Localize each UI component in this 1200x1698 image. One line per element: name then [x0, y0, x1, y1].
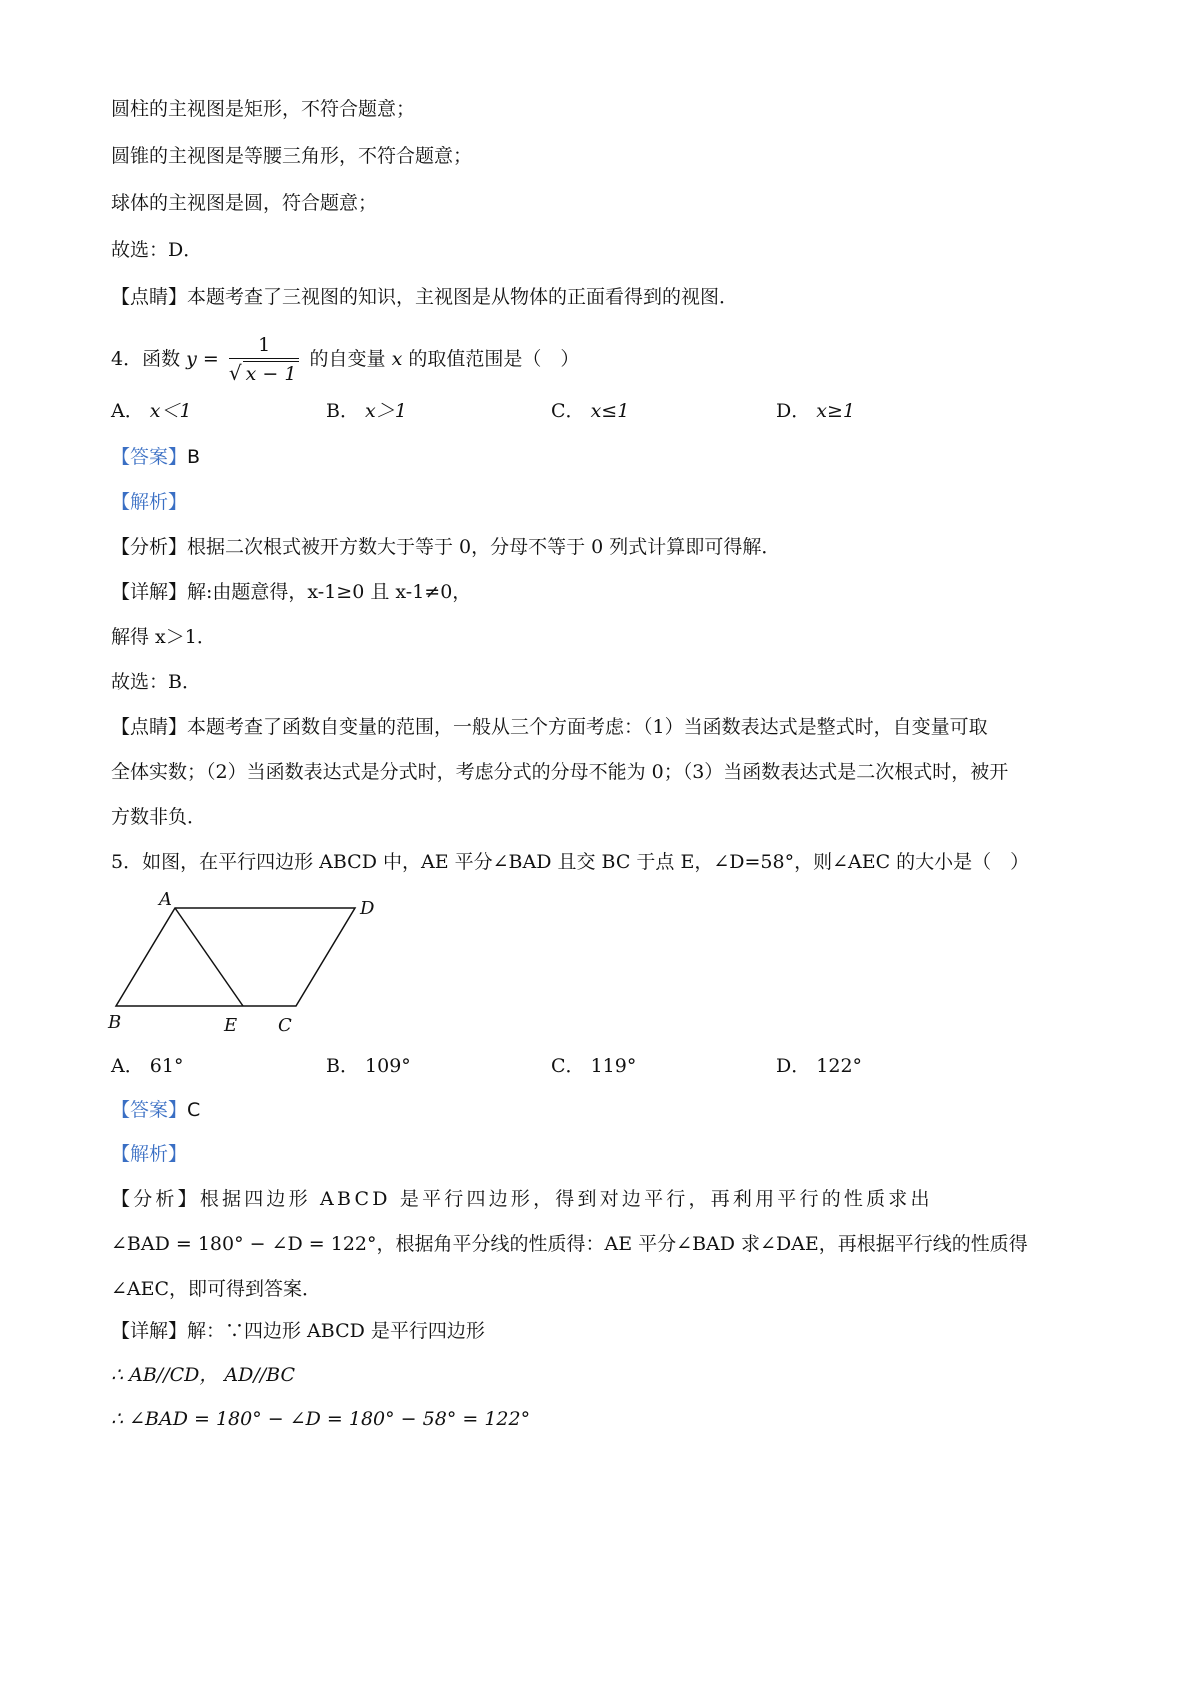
fenxi-tag: 【分析】 [111, 536, 188, 558]
question-number: 4．函数 [111, 348, 181, 370]
option-d[interactable]: D． x≥1 [776, 400, 856, 422]
xiangjie-line [111, 1318, 485, 1344]
option-a[interactable]: A． x＜1 [111, 400, 192, 422]
xiangjie-tag: 【详解】 [111, 581, 188, 603]
fenxi-line [111, 534, 780, 560]
fraction [229, 334, 300, 386]
comment-line [111, 284, 738, 310]
fenxi-line [111, 1186, 933, 1212]
answer-tag: 【答案】 [111, 1099, 188, 1121]
text-line: 球体的主视图是圆，符合题意； [111, 192, 378, 214]
dianjing-tag: 【点睛】 [111, 286, 188, 308]
fenxi-tag: 【分析】 [111, 1188, 200, 1210]
option-a[interactable]: A． 61° [111, 1055, 184, 1077]
option-b[interactable]: B． x＞1 [326, 400, 407, 422]
parallelogram-abcd [116, 908, 355, 1006]
analysis-tag: 【解析】 [111, 491, 188, 513]
question-4-options [111, 398, 1111, 424]
answer-line [111, 444, 200, 470]
fraction-numerator: 1 [229, 334, 300, 359]
dianjing-line: 全体实数；（2）当函数表达式是分式时，考虑分式的分母不能为 0；（3）当函数表达式是二次根式时，被开 [111, 761, 1009, 783]
label-b: B [108, 1012, 122, 1033]
dianjing-line: 方数非负． [111, 806, 207, 828]
solve-line: 解得 x＞1． [111, 626, 216, 648]
proof-step: ∴ ∠BAD = 180° − ∠D = 180° − 58° = 122° [111, 1408, 531, 1430]
proof-step: ∴ AB//CD， AD//BC [111, 1364, 296, 1386]
radicand: x − 1 [243, 361, 300, 386]
fenxi-line: ∠AEC，即可得到答案． [111, 1278, 322, 1300]
text-line: 圆锥的主视图是等腰三角形，不符合题意； [111, 145, 473, 167]
question-4-stem [111, 334, 579, 386]
xiangjie-text: 解:由题意得，x-1≥0 且 x-1≠0， [187, 581, 472, 603]
label-a: A [159, 890, 172, 910]
option-c[interactable]: C． 119° [551, 1055, 637, 1077]
comment-text: 本题考查了三视图的知识，主视图是从物体的正面看得到的视图． [187, 286, 739, 308]
fenxi-line: ∠BAD = 180° − ∠D = 122°，根据角平分线的性质得：AE 平分∠BAD 求∠DAE，再根据平行线的性质得 [111, 1233, 1028, 1255]
question-5-options [111, 1053, 1111, 1079]
dianjing-tag: 【点睛】 [111, 716, 188, 738]
dianjing-text: 本题考查了函数自变量的范围，一般从三个方面考虑：（1）当函数表达式是整式时，自变量可取 [187, 716, 988, 738]
xiangjie-tag: 【详解】 [111, 1320, 188, 1342]
choose-line: 故选：B． [111, 671, 201, 693]
question-5-stem: 5．如图，在平行四边形 ABCD 中，AE 平分∠BAD 且交 BC 于点 E，∠D=58°，则∠AEC 的大小是（ ） [111, 851, 1030, 873]
segment-ae [175, 908, 243, 1006]
fenxi-text: 根据四边形 ABCD 是平行四边形，得到对边平行，再利用平行的性质求出 [199, 1188, 933, 1210]
option-d[interactable]: D． 122° [776, 1055, 863, 1077]
fenxi-text: 根据二次根式被开方数大于等于 0，分母不等于 0 列式计算即可得解． [187, 536, 781, 558]
stem-variable: x [391, 348, 403, 370]
text-line: 故选：D． [111, 239, 203, 261]
answer-line [111, 1097, 200, 1123]
dianjing-line [111, 714, 988, 740]
label-d: D [360, 898, 375, 919]
stem-text: 的取值范围是（ ） [408, 348, 580, 370]
fraction-denominator [229, 359, 300, 386]
option-c[interactable]: C． x≤1 [551, 400, 630, 422]
answer-tag: 【答案】 [111, 446, 188, 468]
label-c: C [278, 1015, 292, 1036]
text-line: 圆柱的主视图是矩形，不符合题意； [111, 98, 416, 120]
answer-value: B [187, 446, 201, 468]
parallelogram-figure [100, 890, 400, 1045]
xiangjie-line [111, 579, 471, 605]
option-b[interactable]: B． 109° [326, 1055, 411, 1077]
function-lhs: y = [186, 348, 219, 370]
radical-sign: √ [228, 361, 242, 385]
answer-value: C [187, 1099, 201, 1121]
label-e: E [224, 1015, 238, 1036]
xiangjie-text: 解：∵四边形 ABCD 是平行四边形 [187, 1320, 485, 1342]
stem-text: 的自变量 [309, 348, 386, 370]
analysis-tag: 【解析】 [111, 1143, 188, 1165]
